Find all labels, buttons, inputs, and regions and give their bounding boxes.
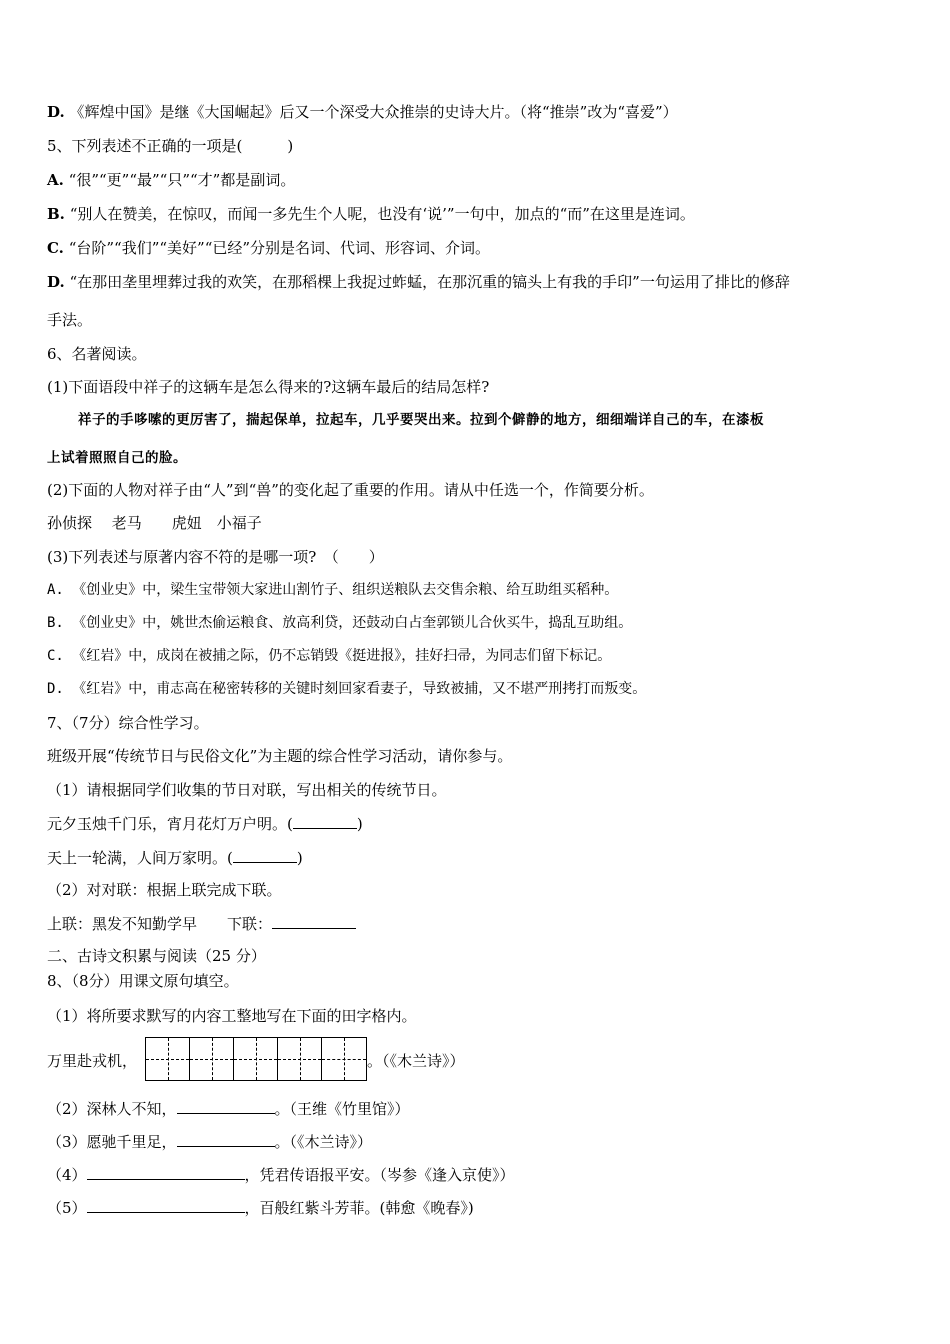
q8-stem: 8、（8分）用课文原句填空。	[47, 972, 239, 990]
q7-upper-couplet	[47, 913, 356, 934]
q5-option-d-cont: 手法。	[47, 311, 93, 329]
q6-option-b: B. 《创业史》中，姚世杰偷运粮食、放高利贷，还鼓动白占奎郭锁儿合伙买牛，捣乱互助组。	[47, 615, 633, 631]
q6-option-d: D. 《红岩》中，甫志高在秘密转移的关键时刻回家看妻子，导致被捕，又不堪严刑拷打而叛变。	[47, 681, 647, 697]
q6-part1: (1)下面语段中祥子的这辆车是怎么得来的?这辆车最后的结局怎样?	[47, 378, 490, 396]
couplet-text: 元夕玉烛千门乐，宵月花灯万户明。(	[47, 815, 293, 833]
q8-part1: （1）将所要求默写的内容工整地写在下面的田字格内。	[47, 1007, 417, 1025]
couplet-text: 天上一轮满，人间万家明。(	[47, 849, 233, 867]
answer-blank[interactable]	[293, 813, 357, 829]
grid-cell[interactable]	[322, 1038, 366, 1080]
line-text: （2）深林人不知，	[47, 1100, 177, 1118]
option-text: “很”“更”“最”“只”“才”都是副词。	[68, 171, 296, 189]
q6-stem: 6、名著阅读。	[47, 345, 147, 363]
line-text: （4）	[47, 1166, 87, 1184]
q7-intro: 班级开展“传统节日与民俗文化”为主题的综合性学习活动，请你参与。	[47, 747, 513, 765]
q6-names: 孙侦探 老马 虎妞 小福子	[47, 514, 262, 532]
q6-option-c: C. 《红岩》中，成岗在被捕之际，仍不忘销毁《挺进报》，挂好扫帚，为同志们留下标记。	[47, 648, 612, 664]
grid-cell[interactable]	[278, 1038, 322, 1080]
q5-option-a	[47, 170, 295, 190]
answer-blank[interactable]	[233, 847, 297, 863]
line-text: （5）	[47, 1199, 87, 1217]
q5-stem: 5、下列表述不正确的一项是( )	[47, 137, 294, 155]
option-label: D.	[47, 103, 65, 121]
grid-prefix: 万里赴戎机，	[47, 1052, 138, 1070]
line-source: ，凭君传语报平安。（岑参《逢入京使》）	[244, 1166, 515, 1184]
line-source: ，百般红紫斗芳菲。(韩愈《晚春》)	[244, 1199, 474, 1217]
q8-part5	[47, 1197, 474, 1218]
q6-quote-line2: 上试着照照自己的脸。	[47, 450, 187, 466]
section2-heading: 二、古诗文积累与阅读（25 分）	[47, 947, 266, 965]
q8-part4	[47, 1164, 515, 1185]
q5-option-d	[47, 272, 790, 292]
answer-blank[interactable]	[177, 1098, 275, 1114]
q5-option-c	[47, 238, 490, 258]
q7-stem: 7、（7分）综合性学习。	[47, 714, 209, 732]
q7-couplet1	[47, 813, 363, 834]
tianzige-grid[interactable]	[145, 1037, 367, 1081]
option-text: “在那田垄里埋葬过我的欢笑，在那稻棵上我捉过蚱蜢，在那沉重的镐头上有我的手印”一句运用了排比的修辞	[69, 273, 790, 291]
q5-option-b	[47, 204, 695, 224]
line-source: 。（《木兰诗》）	[274, 1133, 373, 1151]
couplet-end: )	[356, 815, 363, 833]
q4-option-d	[47, 102, 678, 122]
line-text: （3）愿驰千里足，	[47, 1133, 177, 1151]
option-label: C.	[47, 239, 64, 257]
q6-option-a: A. 《创业史》中，梁生宝带领大家进山割竹子、组织送粮队去交售余粮、给互助组买稻种。	[47, 582, 619, 598]
q6-part2: (2)下面的人物对祥子由“人”到“兽”的变化起了重要的作用。请从中任选一个，作简要分析。	[47, 481, 654, 499]
couplet-end: )	[296, 849, 303, 867]
answer-blank[interactable]	[87, 1197, 245, 1213]
q8-part2	[47, 1098, 410, 1119]
grid-cell[interactable]	[146, 1038, 190, 1080]
grid-cell[interactable]	[234, 1038, 278, 1080]
option-label: D.	[47, 273, 65, 291]
q7-part1: （1）请根据同学们收集的节日对联，写出相关的传统节日。	[47, 781, 447, 799]
q6-part3: (3)下列表述与原著内容不符的是哪一项? （ ）	[47, 548, 384, 566]
option-label: B.	[47, 205, 65, 223]
option-label: A.	[47, 171, 64, 189]
upper-text: 上联：黑发不知勤学早 下联：	[47, 915, 273, 933]
q7-part2: （2）对对联：根据上联完成下联。	[47, 881, 282, 899]
line-source: 。（王维《竹里馆》）	[274, 1100, 410, 1118]
grid-suffix: 。（《木兰诗》）	[367, 1052, 465, 1070]
option-text: “台阶”“我们”“美好”“已经”分别是名词、代词、形容词、介词。	[68, 239, 491, 257]
option-text: 《辉煌中国》是继《大国崛起》后又一个深受大众推崇的史诗大片。（将“推崇”改为“喜爱”）	[69, 103, 678, 121]
lower-couplet-blank[interactable]	[272, 913, 356, 929]
q8-part3	[47, 1131, 372, 1152]
answer-blank[interactable]	[87, 1164, 245, 1180]
q7-couplet2	[47, 847, 303, 868]
grid-cell[interactable]	[190, 1038, 234, 1080]
q6-quote-line1: 祥子的手哆嗦的更厉害了，揣起保单，拉起车，几乎要哭出来。拉到个僻静的地方，细细端详自己的车，在漆板	[78, 412, 764, 428]
option-text: “别人在赞美，在惊叹，而闻一多先生个人呢，也没有‘说’”一句中，加点的“而”在这里是连词。	[69, 205, 695, 223]
answer-blank[interactable]	[177, 1131, 275, 1147]
